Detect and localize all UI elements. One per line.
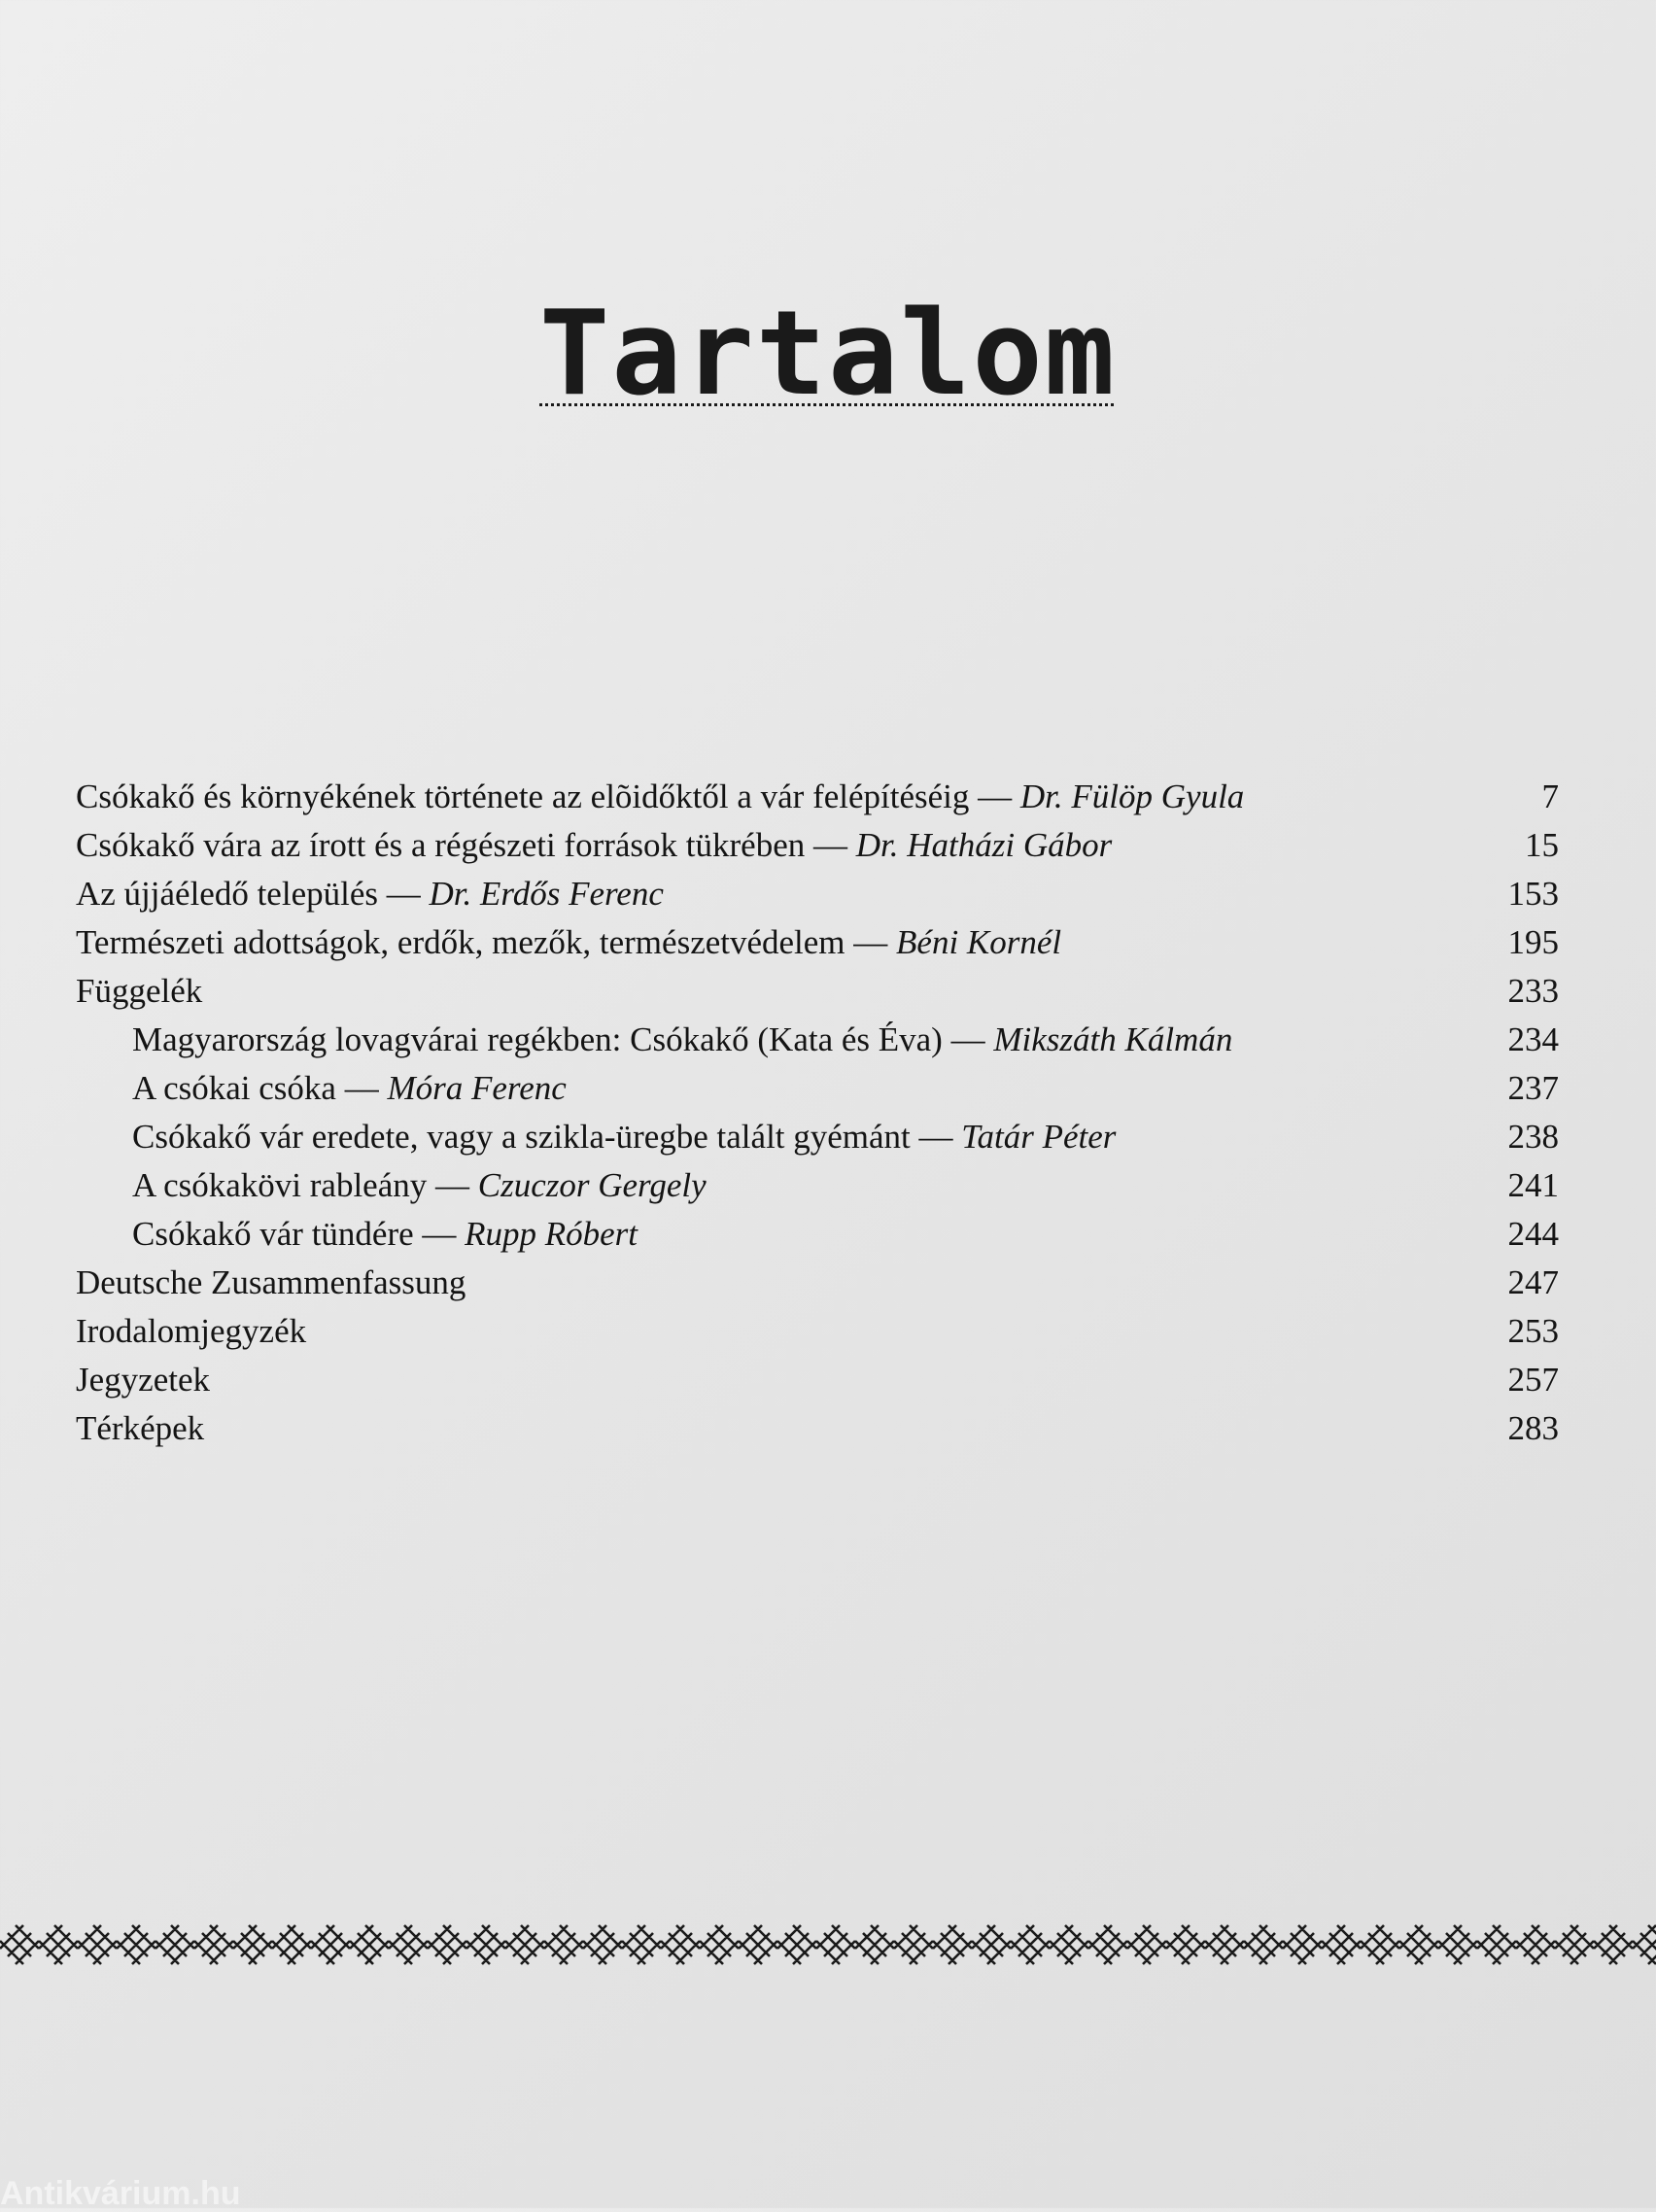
toc-page-number: 237 [1507, 1069, 1559, 1107]
toc-author: Czuczor Gergely [477, 1166, 707, 1204]
toc-page-number: 253 [1507, 1312, 1559, 1350]
toc-entry-text [76, 1356, 210, 1404]
toc-page-number: 241 [1507, 1166, 1559, 1204]
toc-title: Függelék [76, 972, 203, 1010]
toc-title: Térképek [76, 1409, 205, 1447]
toc-page-number: 233 [1507, 972, 1559, 1010]
toc-author: Mikszáth Kálmán [993, 1020, 1233, 1058]
toc-author: Móra Ferenc [387, 1069, 567, 1107]
toc-entry-text [76, 1161, 707, 1210]
toc-entry [76, 870, 1559, 918]
toc-page-number: 238 [1507, 1118, 1559, 1156]
toc-page-number: 195 [1507, 923, 1559, 961]
toc-entry-text [76, 918, 1061, 967]
toc-entry-text [76, 1210, 638, 1259]
toc-author: Tatár Péter [961, 1118, 1117, 1156]
toc-entry [76, 1113, 1559, 1161]
toc-title: Csókakő vár tündére — [132, 1215, 466, 1253]
toc-entry [76, 821, 1559, 870]
toc-entry-text [76, 967, 202, 1016]
page-title-block [0, 287, 1656, 422]
toc-entry-text [76, 1259, 466, 1307]
toc-page-number: 283 [1507, 1409, 1559, 1447]
toc-title: Az újjáéledő település — [76, 875, 430, 913]
table-of-contents [76, 773, 1559, 1453]
toc-title: Természeti adottságok, erdők, mezők, természetvédelem — [76, 923, 897, 961]
toc-entry [76, 967, 1559, 1016]
toc-author: Dr. Erdős Ferenc [429, 875, 664, 913]
toc-entry [76, 1064, 1559, 1113]
toc-entry [76, 1259, 1559, 1307]
toc-title: Csókakő vára az írott és a régészeti források tükrében — [76, 826, 856, 864]
toc-title: Jegyzetek [76, 1361, 210, 1399]
toc-title: A csókakövi rableány — [132, 1166, 478, 1204]
toc-entry [76, 1404, 1559, 1453]
toc-entry [76, 1210, 1559, 1259]
toc-page-number: 257 [1507, 1361, 1559, 1399]
watermark: Antikvárium.hu [0, 2175, 241, 2212]
toc-entry [76, 1016, 1559, 1064]
toc-entry-text [76, 1307, 306, 1356]
toc-entry [76, 773, 1559, 821]
toc-page-number: 247 [1507, 1263, 1559, 1301]
toc-author: Dr. Fülöp Gyula [1019, 778, 1245, 815]
toc-entry-text [76, 870, 664, 918]
toc-entry-text [76, 1113, 1116, 1161]
toc-entry-text [76, 1064, 567, 1113]
toc-title: Deutsche Zusammenfassung [76, 1263, 466, 1301]
toc-entry [76, 1307, 1559, 1356]
toc-page-number: 15 [1525, 826, 1559, 864]
toc-author: Rupp Róbert [465, 1215, 638, 1253]
toc-title: A csókai csóka — [132, 1069, 388, 1107]
toc-author: Dr. Hatházi Gábor [855, 826, 1113, 864]
toc-title: Csókakő vár eredete, vagy a szikla-üregbe talált gyémánt — [132, 1118, 962, 1156]
toc-page-number: 153 [1507, 875, 1559, 913]
cross-stitch-border [0, 1913, 1656, 1977]
toc-entry-text [76, 1404, 204, 1453]
toc-entry-text [76, 821, 1112, 870]
toc-title: Magyarország lovagvárai regékben: Csókakő (Kata és Éva) — [132, 1020, 994, 1058]
toc-author: Béni Kornél [896, 923, 1062, 961]
toc-entry [76, 1356, 1559, 1404]
border-pattern [0, 1925, 1656, 1964]
toc-title: Irodalomjegyzék [76, 1312, 307, 1350]
toc-entry-text [76, 1016, 1232, 1064]
toc-entry [76, 1161, 1559, 1210]
toc-page-number: 7 [1541, 778, 1559, 815]
toc-page-number: 234 [1507, 1020, 1559, 1058]
toc-entry [76, 918, 1559, 967]
page-title: Tartalom [539, 287, 1117, 422]
toc-page-number: 244 [1507, 1215, 1559, 1253]
toc-entry-text [76, 773, 1244, 821]
toc-title: Csókakő és környékének története az elõidőktől a vár felépítéséig — [76, 778, 1020, 815]
